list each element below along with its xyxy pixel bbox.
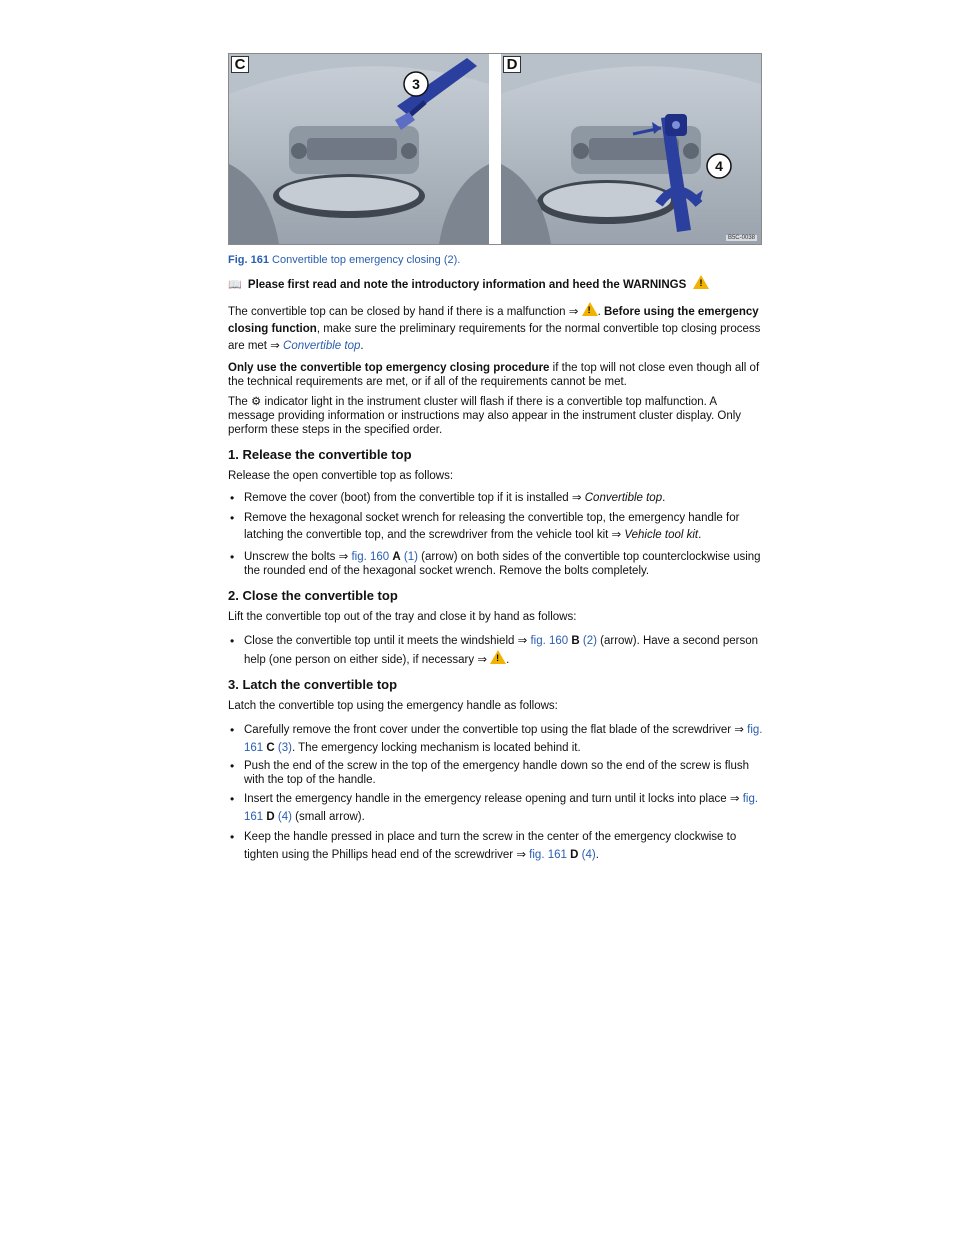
link-fig-160[interactable]: fig. 160 [530, 635, 569, 647]
fig-letter: B [571, 635, 580, 647]
latch-step-4-text-a: Keep the handle pressed in place and turn the screw in the center of the emergency clockwise to tighten using the Phillips head end of the screwdriver ⇒ [244, 831, 737, 861]
figure-caption [228, 254, 460, 266]
release-step-3-text-a: Unscrew the bolts ⇒ [244, 551, 349, 563]
latch-step-3-text-a: Insert the emergency handle in the emergency release opening and turn until it locks into place ⇒ [244, 793, 740, 805]
fig-number-ref[interactable]: (2) [582, 635, 597, 647]
p1-end: . [360, 340, 364, 352]
release-step-1-text: Remove the cover (boot) from the convertible top if it is installed ⇒ [244, 492, 582, 504]
list-item: • Close the convertible top until it meets the windshield ⇒ fig. 160 B (2) (arrow). Have a second person help (one person on either side), if necessary ⇒ ! . [228, 632, 763, 669]
figure-panel-d [501, 54, 761, 244]
paragraph-only-use [228, 361, 763, 389]
list-item: • Remove the cover (boot) from the convertible top if it is installed ⇒ Convertible top. [228, 491, 763, 505]
warning-icon[interactable] [693, 275, 709, 289]
list-item [228, 721, 763, 757]
panel-letter-d: D [503, 56, 521, 73]
p1-text-b: . [597, 306, 601, 318]
list-item: • Remove the hexagonal socket wrench for releasing the convertible top, the emergency handle for latching the convertible top, and the screwdriver from the vehicle tool kit ⇒ Vehicle tool kit. [228, 510, 763, 544]
callout-3-number: 3 [412, 76, 420, 92]
p2-bold: Only use the convertible top emergency closing procedure [228, 362, 550, 374]
fig-letter: D [570, 849, 579, 861]
intro-note [228, 275, 763, 292]
fig-number-ref[interactable]: (3) [277, 742, 292, 754]
latch-step-1-text-b: . The emergency locking mechanism is located behind it. [291, 742, 581, 754]
p1-text-a: The convertible top can be closed by hand if there is a malfunction ⇒ [228, 306, 579, 318]
close-step-1-text-a: Close the convertible top until it meets the windshield ⇒ [244, 635, 528, 647]
warning-icon[interactable] [490, 650, 506, 664]
book-icon: 📖 [228, 279, 242, 291]
fig-number-ref[interactable]: (4) [581, 849, 596, 861]
release-steps [228, 491, 763, 578]
fig-letter: D [266, 811, 275, 823]
link-vehicle-tool-kit[interactable]: Vehicle tool kit [624, 529, 699, 541]
heading-release: 1. Release the convertible top [228, 447, 412, 462]
p3-text-b: indicator light in the instrument cluster will flash if there is a convertible top malfunction. A message providing information or instructions may also appear in the instrument cluster display. Only perform these steps in the specified order. [228, 396, 742, 436]
list-item [228, 828, 763, 864]
heading-close: 2. Close the convertible top [228, 588, 398, 603]
figure-161 [228, 53, 762, 245]
list-item [228, 790, 763, 826]
p2-text: if the top will not close even though all of the technical requirements are met, or if all of the requirements cannot be met. [228, 362, 760, 388]
callout-4-icon [704, 151, 734, 181]
intro-text: Please first read and note the introductory information and heed the WARNINGS [247, 279, 687, 291]
release-step-3-text-b: (arrow) on both sides of the convertible top counterclockwise using the rounded end of the hexagonal socket wrench. Remove the bolts completely. [244, 551, 761, 577]
fig-number-ref[interactable]: (4) [277, 811, 292, 823]
latch-step-2-text: Push the end of the screw in the top of the emergency handle down so the end of the screw is flush with the top of the handle. [244, 760, 750, 786]
link-convertible-top[interactable]: Convertible top [283, 340, 361, 352]
paragraph-indicator-light [228, 395, 763, 437]
release-step-2-text: Remove the hexagonal socket wrench for releasing the convertible top, the emergency handle for latching the convertible top, and the screwdriver from the vehicle tool kit ⇒ [244, 512, 740, 541]
latch-step-1-text-a: Carefully remove the front cover under the convertible top using the flat blade of the screwdriver ⇒ [244, 724, 744, 736]
p1-bold: Before using the emergency closing function [228, 306, 759, 335]
panel-d-illustration [501, 54, 761, 244]
figure-caption-text: Convertible top emergency closing (2). [272, 254, 461, 266]
panel-c-illustration [229, 54, 489, 244]
latch-steps [228, 721, 763, 864]
p3-text-a: The [228, 396, 248, 408]
manual-content [228, 273, 763, 864]
figure-label: Fig. 161 [228, 254, 269, 266]
heading-latch: 3. Latch the convertible top [228, 677, 398, 692]
release-lead: Release the open convertible top as follows: [228, 470, 454, 482]
callout-3-icon [401, 69, 431, 99]
fig-number-ref[interactable]: (1) [403, 551, 418, 563]
link-fig-161[interactable]: fig. 161 [244, 724, 763, 754]
figure-panel-c [229, 54, 489, 244]
link-fig-160[interactable]: fig. 160 [351, 551, 390, 563]
fig-letter: A [392, 551, 401, 563]
link-fig-161[interactable]: fig. 161 [529, 849, 567, 861]
close-lead: Lift the convertible top out of the tray and close it by hand as follows: [228, 611, 577, 623]
latch-step-3-text-b: (small arrow). [295, 811, 365, 823]
callout-4-number: 4 [715, 158, 723, 174]
latch-lead: Latch the convertible top using the emergency handle as follows: [228, 700, 558, 712]
p1-text-c: , make sure the preliminary requirements for the normal convertible top closing process are met ⇒ [228, 323, 761, 352]
close-step-1-text-b: (arrow). Have a second person help (one person on either side), if necessary ⇒ [244, 635, 759, 666]
close-steps [228, 632, 763, 669]
link-convertible-top[interactable]: Convertible top [584, 492, 663, 504]
figure-code: B5C-0038 [727, 235, 755, 241]
fig-letter: C [266, 742, 275, 754]
link-fig-161[interactable]: fig. 161 [244, 793, 759, 823]
convertible-top-indicator-icon: ⚙ [251, 396, 262, 408]
panel-letter-c: C [231, 56, 249, 73]
latch-step-4-end: . [595, 849, 599, 861]
list-item [228, 759, 763, 787]
list-item [228, 550, 763, 578]
paragraph-emergency-closing [228, 302, 763, 355]
warning-icon[interactable] [582, 302, 598, 316]
